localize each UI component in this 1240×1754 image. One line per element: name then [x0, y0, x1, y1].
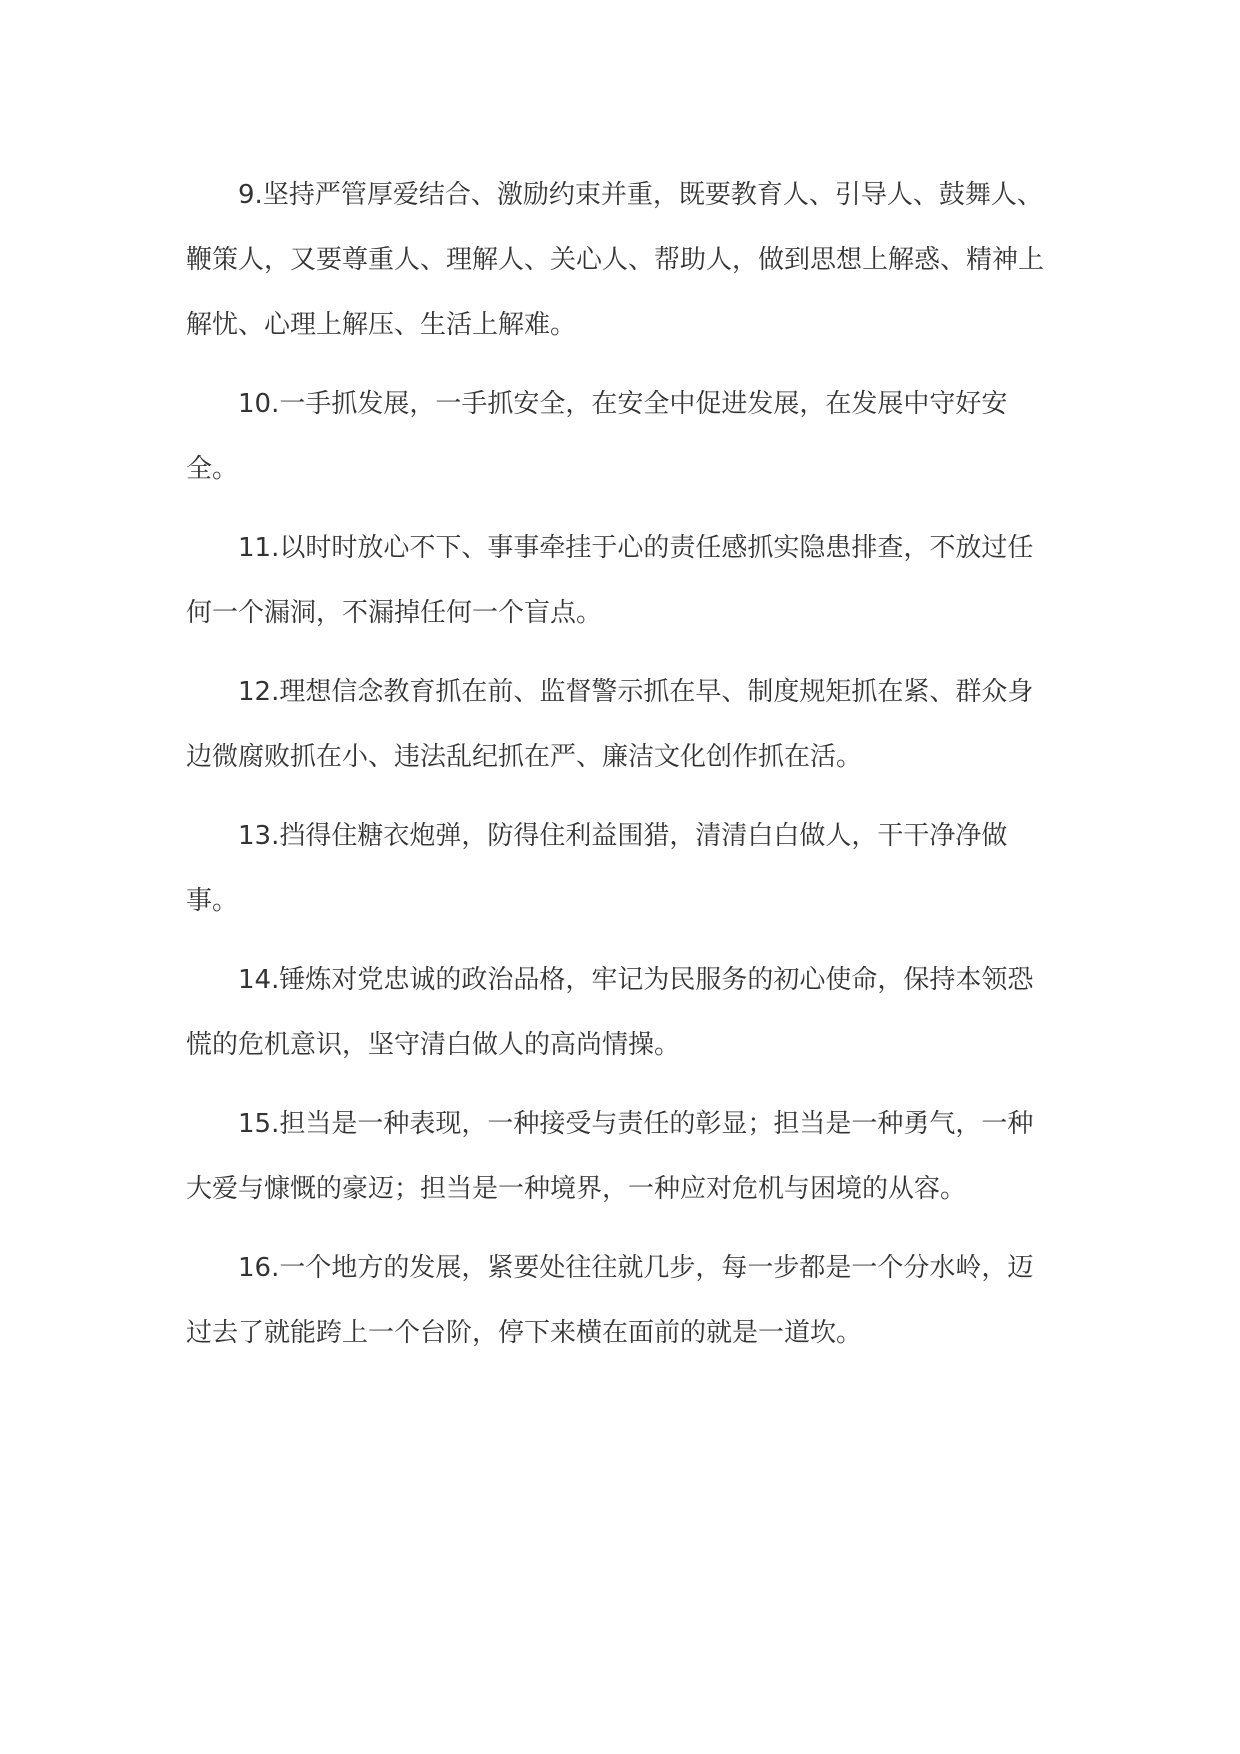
paragraph-16	[186, 1236, 1054, 1366]
paragraph-number: 16.	[238, 1253, 280, 1283]
paragraph-12	[186, 660, 1054, 790]
paragraph-text: 一个地方的发展，紧要处往往就几步，每一步都是一个分水岭，迈过去了就能跨上一个台阶，停下来横在面前的就是一道坎。	[186, 1253, 1034, 1348]
paragraph-10	[186, 372, 1054, 502]
paragraph-text: 理想信念教育抓在前、监督警示抓在早、制度规矩抓在紧、群众身边微腐败抓在小、违法乱纪抓在严、廉洁文化创作抓在活。	[186, 677, 1034, 772]
paragraph-13	[186, 804, 1054, 934]
paragraph-number: 11.	[238, 533, 280, 563]
paragraph-15	[186, 1092, 1054, 1222]
paragraph-14	[186, 948, 1054, 1078]
paragraph-11	[186, 516, 1054, 646]
paragraph-number: 9.	[238, 180, 263, 210]
paragraph-number: 10.	[238, 389, 280, 419]
paragraph-9	[186, 163, 1054, 358]
paragraph-text: 以时时放心不下、事事牵挂于心的责任感抓实隐患排查，不放过任何一个漏洞，不漏掉任何一个盲点。	[186, 533, 1034, 628]
paragraph-text: 挡得住糖衣炮弹，防得住利益围猎，清清白白做人，干干净净做事。	[186, 821, 1008, 916]
paragraph-text: 坚持严管厚爱结合、激励约束并重，既要教育人、引导人、鼓舞人、鞭策人，又要尊重人、理解人、关心人、帮助人，做到思想上解惑、精神上解忧、心理上解压、生活上解难。	[186, 180, 1045, 340]
paragraph-number: 15.	[238, 1109, 280, 1139]
paragraph-text: 锤炼对党忠诚的政治品格，牢记为民服务的初心使命，保持本领恐慌的危机意识，坚守清白做人的高尚情操。	[186, 965, 1034, 1060]
paragraph-number: 14.	[238, 965, 280, 995]
paragraph-number: 12.	[238, 677, 280, 707]
paragraph-number: 13.	[238, 821, 280, 851]
paragraph-text: 一手抓发展，一手抓安全，在安全中促进发展，在发展中守好安全。	[186, 389, 1008, 484]
document-body	[186, 163, 1054, 1380]
paragraph-text: 担当是一种表现，一种接受与责任的彰显；担当是一种勇气，一种大爱与慷慨的豪迈；担当是一种境界，一种应对危机与困境的从容。	[186, 1109, 1034, 1204]
